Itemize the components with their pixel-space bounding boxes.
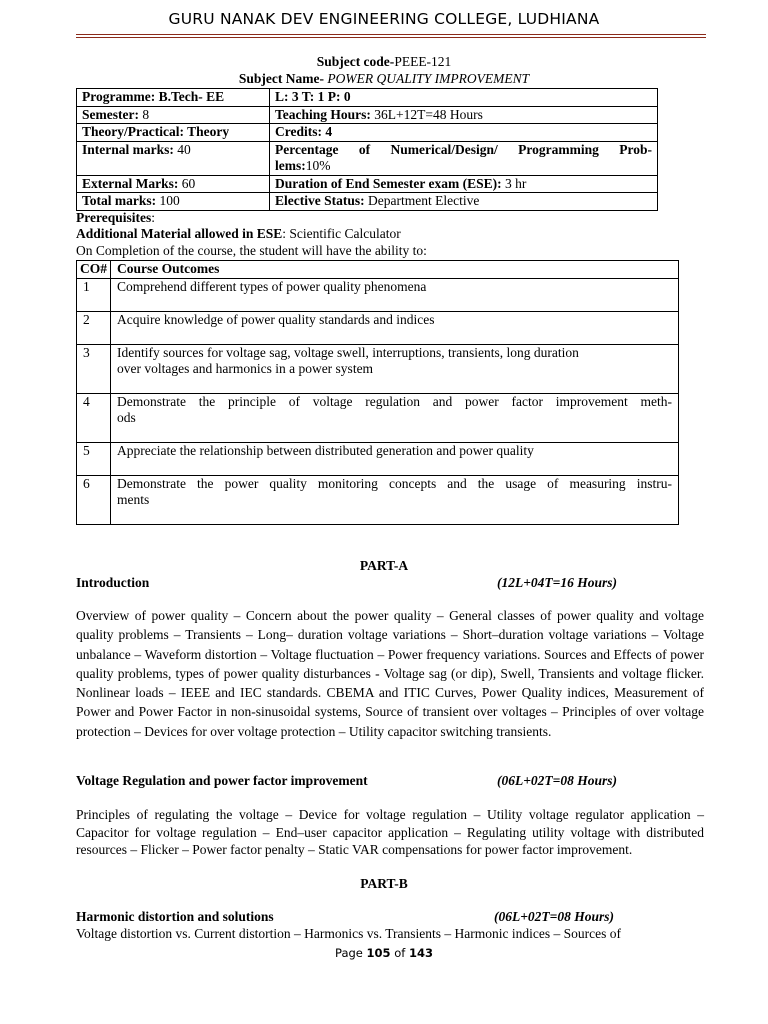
course-outcomes-header: Course Outcomes	[111, 261, 679, 279]
additional-material-line: Additional Material allowed in ESE: Scientific Calculator	[76, 226, 401, 241]
table-row	[77, 89, 658, 107]
subject-name-value: POWER QUALITY IMPROVEMENT	[327, 71, 530, 86]
part-a-title: PART-A	[359, 558, 409, 573]
introduction-paragraph: Overview of power quality – Concern about the power quality – General classes of power quality and voltage quality problems – Transients – Long– duration voltage variations – Short–duration voltage variations – Voltage unbalance – Waveform distortion – Voltage fluctuation – Power frequency variations. Sources and Effects of power quality problems, types of power quality disturbances - Voltage sag (or dip), Swell, Transients and voltage flicker. Nonlinear loads – IEEE and IEC standards. CBEMA and ITIC Curves, Power Quality indices, Measurement of Power and Power Factor in non-sinusoidal systems, Source of transient over voltages – Principles of over voltage protection – Devices for over voltage protection – Utility capacitor switching transients.	[76, 608, 704, 739]
harmonic-hours: (06L+02T=08 Hours)	[494, 909, 615, 924]
ltp-cell: L: 3 T: 1 P: 0	[270, 89, 658, 107]
college-header: GURU NANAK DEV ENGINEERING COLLEGE, LUDHIANA	[168, 10, 600, 28]
voltage-regulation-hours: (06L+02T=08 Hours)	[497, 773, 618, 788]
percentage-cell: Percentage of Numerical/Design/ Programming Prob- lems:10%	[270, 141, 658, 175]
table-row: 2 Acquire knowledge of power quality standards and indices	[77, 311, 679, 344]
table-row	[77, 193, 658, 211]
table-row	[77, 124, 658, 142]
course-outcomes-table	[76, 260, 679, 525]
harmonic-paragraph: Voltage distortion vs. Current distortion – Harmonics vs. Transients – Harmonic indices – Sources of	[76, 926, 621, 941]
course-info-table	[76, 88, 658, 211]
credits-cell: Credits: 4	[270, 124, 658, 142]
table-row: 4 Demonstrate the principle of voltage regulation and power factor improvement meth- ods	[77, 393, 679, 442]
subject-code-label: Subject code-	[316, 54, 395, 69]
subject-name-line	[0, 71, 768, 87]
co-number-header: CO#	[77, 261, 111, 279]
table-row	[77, 141, 658, 175]
external-marks-cell: External Marks: 60	[77, 175, 270, 193]
completion-line: On Completion of the course, the student will have the ability to:	[76, 243, 427, 258]
voltage-regulation-paragraph: Principles of regulating the voltage – Device for voltage regulation – Utility voltage regulator application – Capacitor for voltage regulation – End–user capacitor application – Regulating utility voltage with distributed resources – Flicker – Power factor penalty – Static VAR compensations for power factor improvement.	[76, 807, 704, 857]
table-row: 1 Comprehend different types of power quality phenomena	[77, 278, 679, 311]
prerequisites-line: Prerequisites:	[76, 210, 156, 225]
part-b-title: PART-B	[360, 876, 408, 891]
introduction-heading: Introduction	[76, 575, 150, 590]
semester-cell: Semester: 8	[77, 106, 270, 124]
table-row: 3 Identify sources for voltage sag, voltage swell, interruptions, transients, long duration over voltages and harmonics in a power system	[77, 344, 679, 393]
voltage-regulation-heading: Voltage Regulation and power factor improvement	[76, 773, 368, 788]
subject-code-value: PEEE-121	[394, 54, 452, 69]
table-row: 5 Appreciate the relationship between distributed generation and power quality	[77, 442, 679, 475]
header-rule	[76, 34, 706, 38]
internal-marks-cell: Internal marks: 40	[77, 141, 270, 175]
theory-practical-cell: Theory/Practical: Theory	[77, 124, 270, 142]
table-row	[77, 175, 658, 193]
total-marks-cell: Total marks: 100	[77, 193, 270, 211]
table-row	[77, 106, 658, 124]
table-header-row	[77, 261, 679, 279]
duration-cell: Duration of End Semester exam (ESE): 3 hr	[270, 175, 658, 193]
elective-status-cell: Elective Status: Department Elective	[270, 193, 658, 211]
subject-code-line	[0, 54, 768, 70]
table-row: 6 Demonstrate the power quality monitoring concepts and the usage of measuring instru- ments	[77, 475, 679, 524]
harmonic-heading: Harmonic distortion and solutions	[76, 909, 274, 924]
subject-name-label: Subject Name-	[238, 71, 328, 86]
teaching-hours-cell: Teaching Hours: 36L+12T=48 Hours	[270, 106, 658, 124]
page-footer: Page 105 of 143	[335, 946, 433, 960]
introduction-hours: (12L+04T=16 Hours)	[497, 575, 618, 590]
programme-cell: Programme: B.Tech- EE	[77, 89, 270, 107]
